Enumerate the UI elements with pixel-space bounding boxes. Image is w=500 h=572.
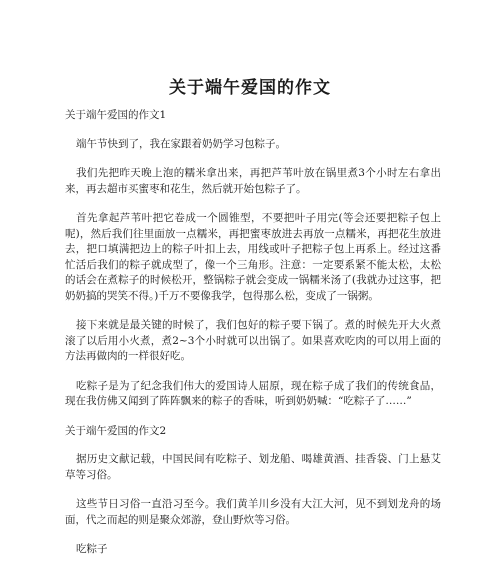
paragraph: 吃粽子 xyxy=(76,543,108,555)
paragraph: 端午节快到了，我在家跟着奶奶学习包粽子。 xyxy=(76,137,287,150)
paragraph: 首先拿起芦苇叶把它卷成一个圆锥型，不要把叶子用完(等会还要把粽子包上呢)，然后我们往里面放一点糯米，再把蜜枣放进去再放一点糯米，再把花生放进去，把口填满把边上的粽子叶扣上去，用线或叶子把粽子包上再系上。经过这番忙活后我们的粽子就成型了，像一个三角形。注意：一定要系紧不能太松，太松的话会在煮粽子的时候松开，整锅粽子就会变成一锅糯米汤了(我就办过这事，把奶奶搞的哭笑不得。)千万不要像我学，包得那么松，变成了一锅粥。 xyxy=(65,212,441,302)
paragraph: 吃粽子是为了纪念我们伟大的爱国诗人屈原，现在粽子成了我们的传统食品，现在我仿佛又闻到了阵阵飘来的粽子的香味，听到奶奶喊：“吃粽子了……” xyxy=(65,379,441,407)
document-body xyxy=(65,108,441,572)
section-heading: 关于端午爱国的作文1 xyxy=(65,109,167,121)
paragraph: 接下来就是最关键的时候了，我们包好的粽子要下锅了。煮的时候先开大火煮滚了以后用小火煮，煮2~3个小时就可以出锅了。如果喜欢吃肉的可以用上面的方法再做肉的一样很好吃。 xyxy=(65,319,441,362)
paragraph: 据历史文献记载，中国民间有吃粽子、划龙船、喝雄黄酒、挂香袋、门上悬艾草等习俗。 xyxy=(65,453,441,481)
document-title: 关于端午爱国的作文 xyxy=(169,78,331,98)
paragraph: 我们先把昨天晚上泡的糯米拿出来，再把芦苇叶放在锅里煮3个小时左右拿出来，再去超市买蜜枣和花生，然后就开始包粽子了。 xyxy=(65,167,441,195)
paragraph: 这些节日习俗一直沿习至今。我们黄羊川乡没有大江大河，见不到划龙舟的场面，代之而起的则是聚众郊游，登山野炊等习俗。 xyxy=(65,498,441,526)
section-heading: 关于端午爱国的作文2 xyxy=(65,424,167,437)
